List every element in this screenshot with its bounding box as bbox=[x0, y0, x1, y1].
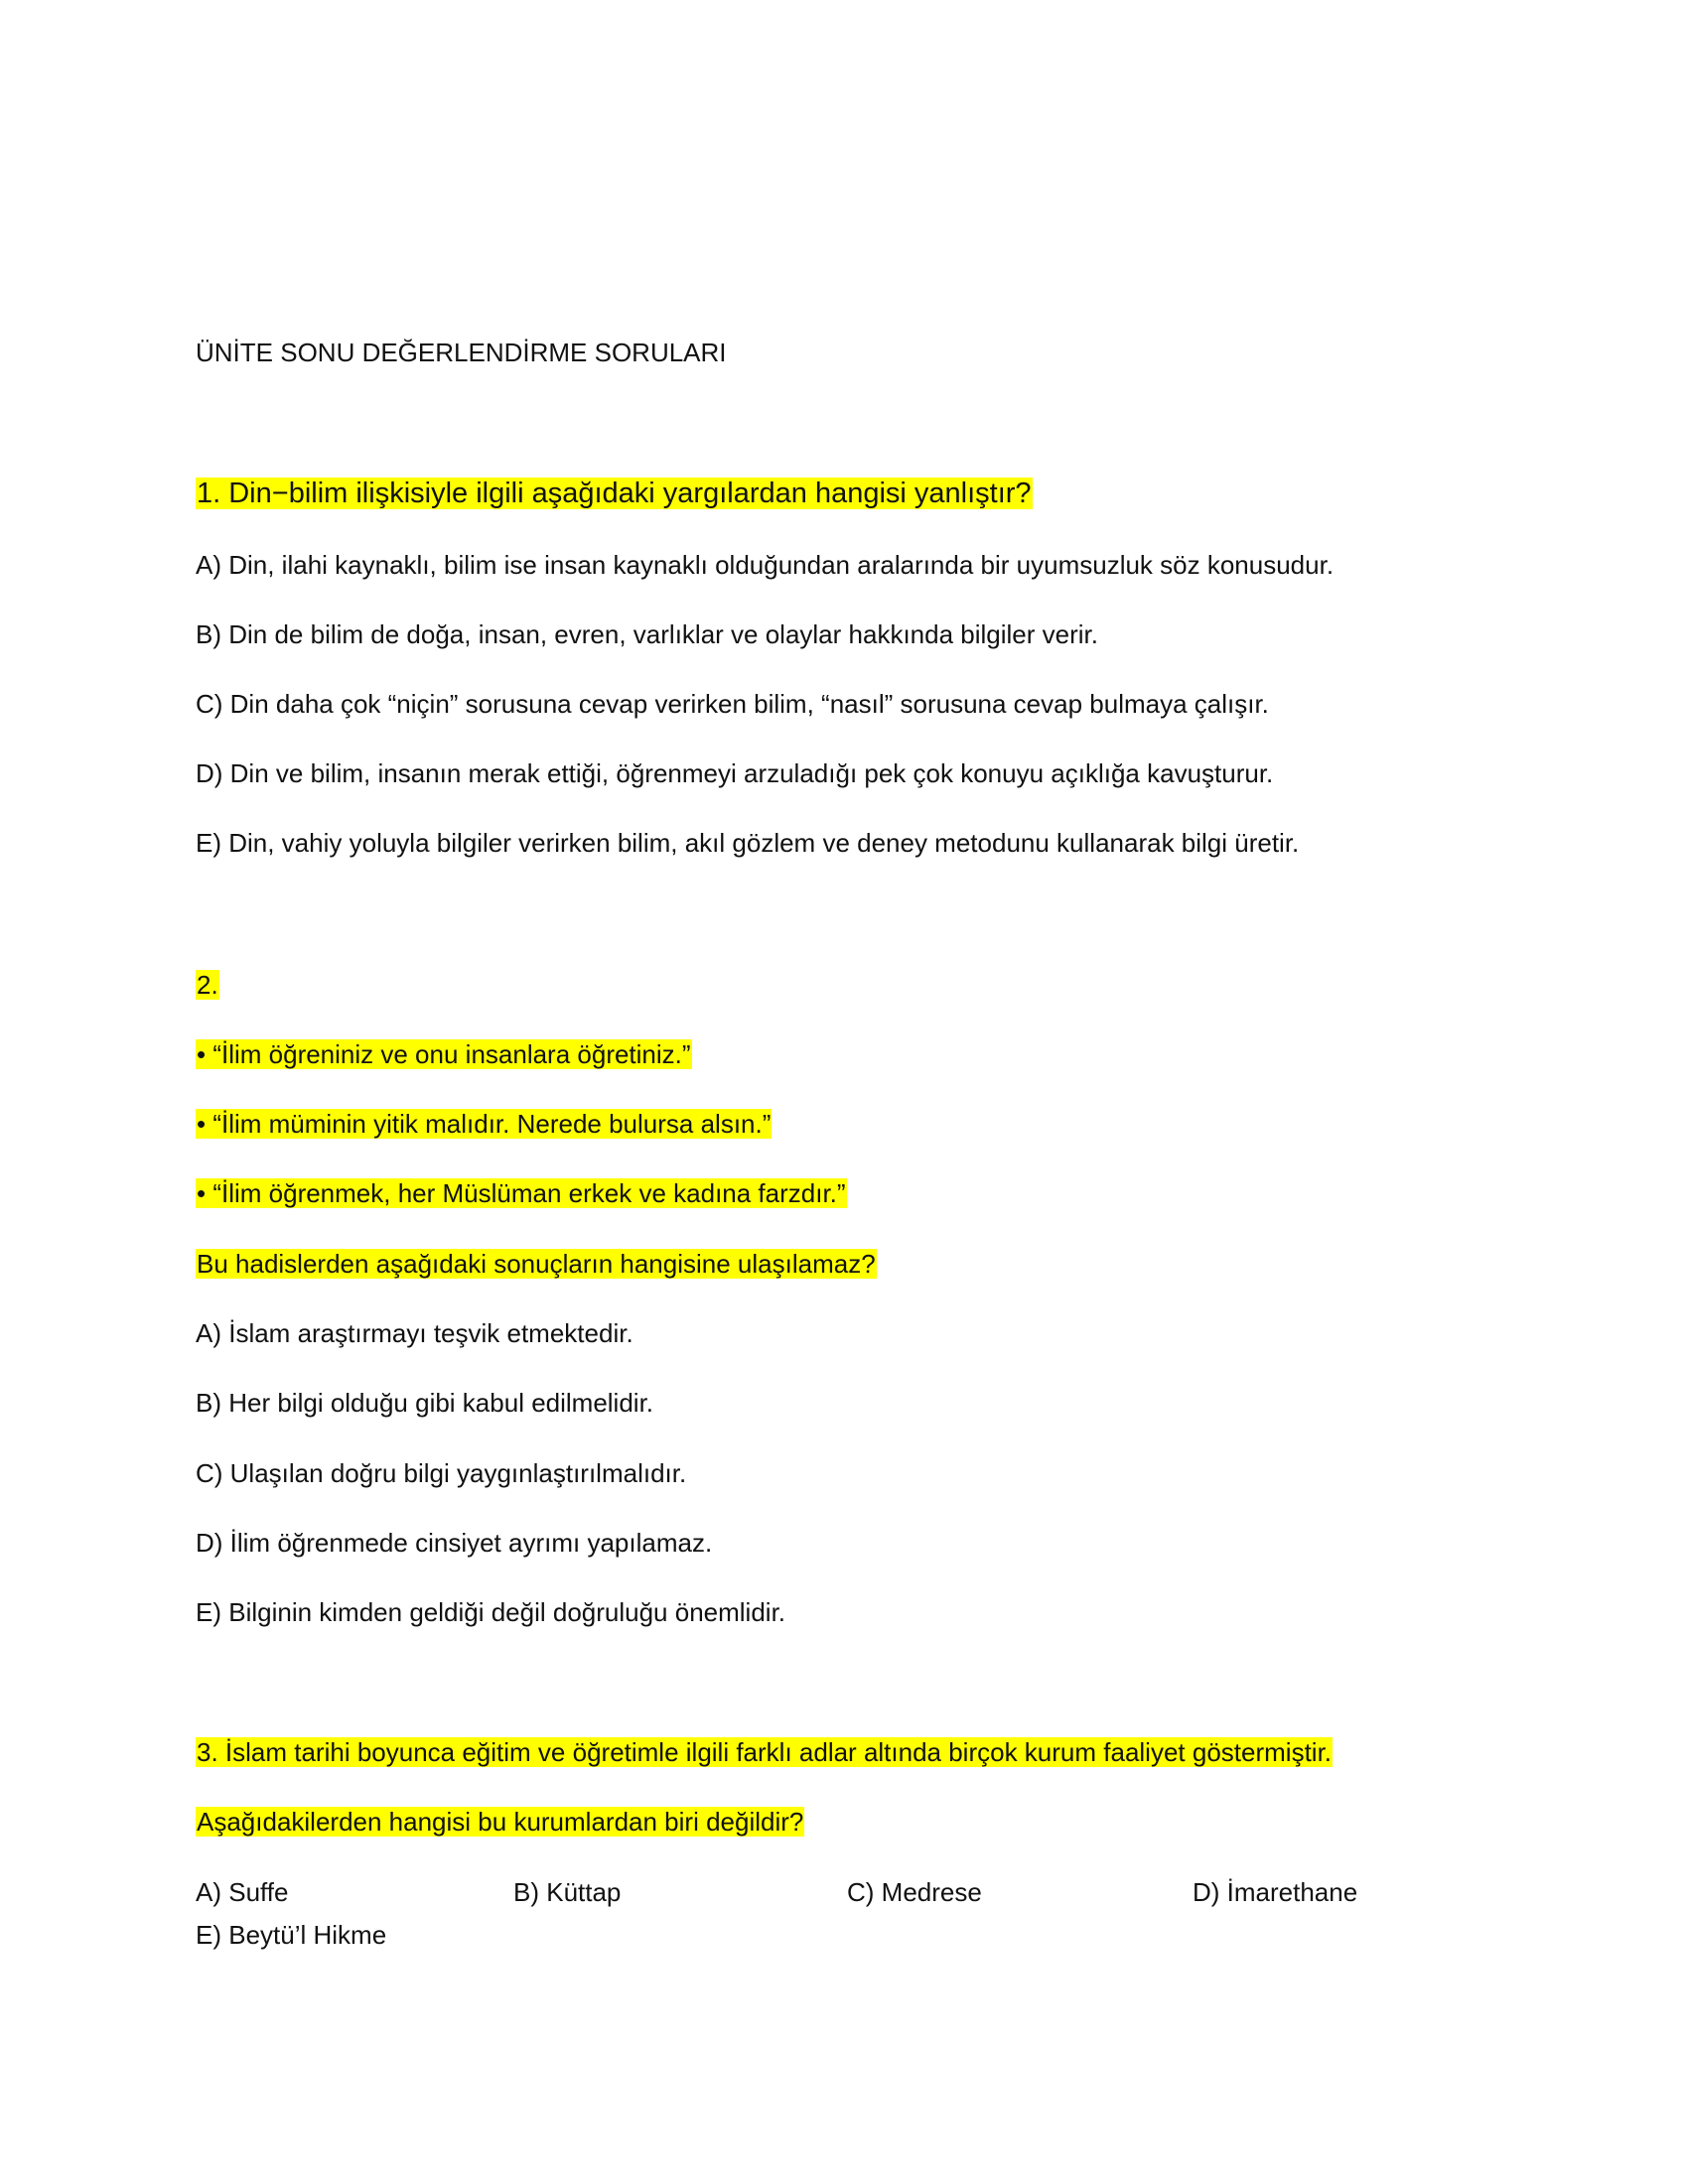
question-2-option-e: E) Bilginin kimden geldiği değil doğruluğu önemlidir. bbox=[196, 1597, 786, 1627]
question-3-option-d: D) İmarethane bbox=[1193, 1877, 1358, 1907]
question-1-option-c: C) Din daha çok “niçin” sorusuna cevap verirken bilim, “nasıl” sorusuna cevap bulmaya çalışır. bbox=[196, 689, 1269, 719]
question-3-stem-line-2: Aşağıdakilerden hangisi bu kurumlardan biri değildir? bbox=[197, 1807, 804, 1837]
question-2-option-a: A) İslam araştırmayı teşvik etmektedir. bbox=[196, 1318, 633, 1348]
question-2-stem: Bu hadislerden aşağıdaki sonuçların hangisine ulaşılamaz? bbox=[197, 1249, 876, 1279]
question-2-option-d: D) İlim öğrenmede cinsiyet ayrımı yapılamaz. bbox=[196, 1528, 713, 1558]
question-2-bullet-3: • “İlim öğrenmek, her Müslüman erkek ve kadına farzdır.” bbox=[197, 1178, 846, 1208]
question-3-option-c: C) Medrese bbox=[847, 1877, 982, 1907]
question-3-stem-line-1: 3. İslam tarihi boyunca eğitim ve öğretimle ilgili farklı adlar altında birçok kurum faaliyet göstermiştir. bbox=[197, 1737, 1333, 1767]
question-1-option-a: A) Din, ilahi kaynaklı, bilim ise insan kaynaklı olduğundan aralarında bir uyumsuzluk söz konusudur. bbox=[196, 550, 1335, 580]
question-2-number: 2. bbox=[197, 970, 218, 1000]
page-title: ÜNİTE SONU DEĞERLENDİRME SORULARI bbox=[196, 338, 727, 367]
question-2-option-c: C) Ulaşılan doğru bilgi yaygınlaştırılmalıdır. bbox=[196, 1458, 687, 1488]
question-1-option-e: E) Din, vahiy yoluyla bilgiler verirken bilim, akıl gözlem ve deney metodunu kullanarak bilgi üretir. bbox=[196, 828, 1300, 858]
question-3-option-b: B) Küttap bbox=[513, 1877, 622, 1907]
question-1-option-d: D) Din ve bilim, insanın merak ettiği, öğrenmeyi arzuladığı pek çok konuyu açıklığa kavuşturur. bbox=[196, 758, 1274, 788]
question-3-option-a: A) Suffe bbox=[196, 1877, 289, 1907]
question-2-option-b: B) Her bilgi olduğu gibi kabul edilmelidir. bbox=[196, 1388, 654, 1418]
question-1-stem: 1. Din−bilim ilişkisiyle ilgili aşağıdaki yargılardan hangisi yanlıştır? bbox=[197, 478, 1032, 509]
question-1-option-b: B) Din de bilim de doğa, insan, evren, varlıklar ve olaylar hakkında bilgiler verir. bbox=[196, 619, 1098, 649]
question-2-bullet-2: • “İlim müminin yitik malıdır. Nerede bulursa alsın.” bbox=[197, 1109, 772, 1139]
question-3-option-e: E) Beytü’l Hikme bbox=[196, 1920, 387, 1950]
question-2-bullet-1: • “İlim öğreniniz ve onu insanlara öğretiniz.” bbox=[197, 1039, 691, 1069]
